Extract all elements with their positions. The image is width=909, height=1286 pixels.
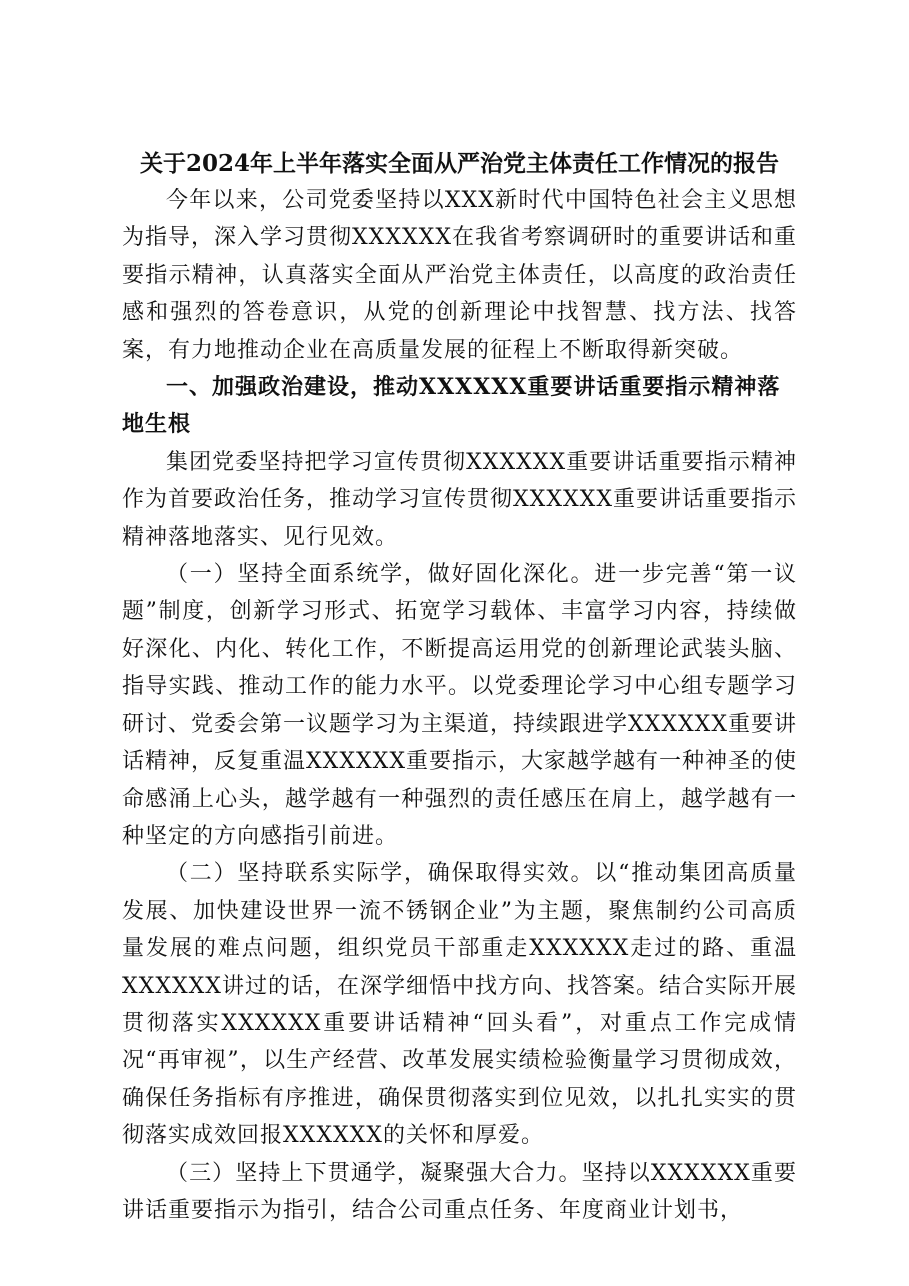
subsection-lead: （二）坚持联系实际学，确保取得实效。 xyxy=(166,861,595,887)
section-body-paragraph: 集团党委坚持把学习宣传贯彻XXXXXX重要讲话重要指示精神作为首要政治任务，推动学习宣传贯彻XXXXXX重要讲话重要指示精神落地落实、见行见效。 xyxy=(122,449,797,550)
subsection-paragraph-3 xyxy=(122,1155,797,1230)
subsection-text: 进一步完善“第一议题”制度，创新学习形式、拓宽学习载体、丰富学习内容，持续做好深化、内化、转化工作，不断提高运用党的创新理论武装头脑、指导实践、推动工作的能力水平。以党委理论学习中心组专题学习研讨、党委会第一议题学习为主渠道，持续跟进学XXXXXX重要讲话精神，反复重温XXXXXX重要指示，大家越学越有一种神圣的使命感涌上心头，越学越有一种强烈的责任感压在肩上，越学越有一种坚定的方向感指引前进。 xyxy=(122,562,797,849)
section-heading: 一、加强政治建设，推动XXXXXX重要讲话重要指示精神落地生根 xyxy=(122,374,781,438)
subsection-text: 以“推动集团高质量发展、加快建设世界一流不锈钢企业”为主题，聚焦制约公司高质量发展的难点问题，组织党员干部重走XXXXXX走过的路、重温XXXXXX讲过的话，在深学细悟中找方向、找答案。结合实际开展贯彻落实XXXXXX重要讲话精神“回头看”，对重点工作完成情况“再审视”，以生产经营、改革发展实绩检验衡量学习贯彻成效，确保任务指标有序推进，确保贯彻落实到位见效，以扎扎实实的贯彻落实成效回报XXXXXX的关怀和厚爱。 xyxy=(122,861,797,1149)
document-body xyxy=(122,146,797,1229)
document-title: 关于2024年上半年落实全面从严治党主体责任工作情况的报告 xyxy=(139,150,779,177)
subsection-paragraph-2 xyxy=(122,855,797,1154)
subsection-lead: （三）坚持上下贯通学，凝聚强大合力。 xyxy=(166,1160,582,1186)
intro-paragraph: 今年以来，公司党委坚持以XXX新时代中国特色社会主义思想为指导，深入学习贯彻XXXXXX在我省考察调研时的重要讲话和重要指示精神，认真落实全面从严治党主体责任，以高度的政治责任感和强烈的答卷意识，从党的创新理论中找智慧、找方法、找答案，有力地推动企业在高质量发展的征程上不断取得新突破。 xyxy=(122,188,797,363)
subsection-paragraph-1 xyxy=(122,556,797,855)
subsection-lead: （一）坚持全面系统学，做好固化深化。 xyxy=(166,562,595,588)
subsection-text: 坚持以XXXXXX重要讲话重要指示为指引，结合公司重点任务、年度商业计划书， xyxy=(122,1160,797,1223)
